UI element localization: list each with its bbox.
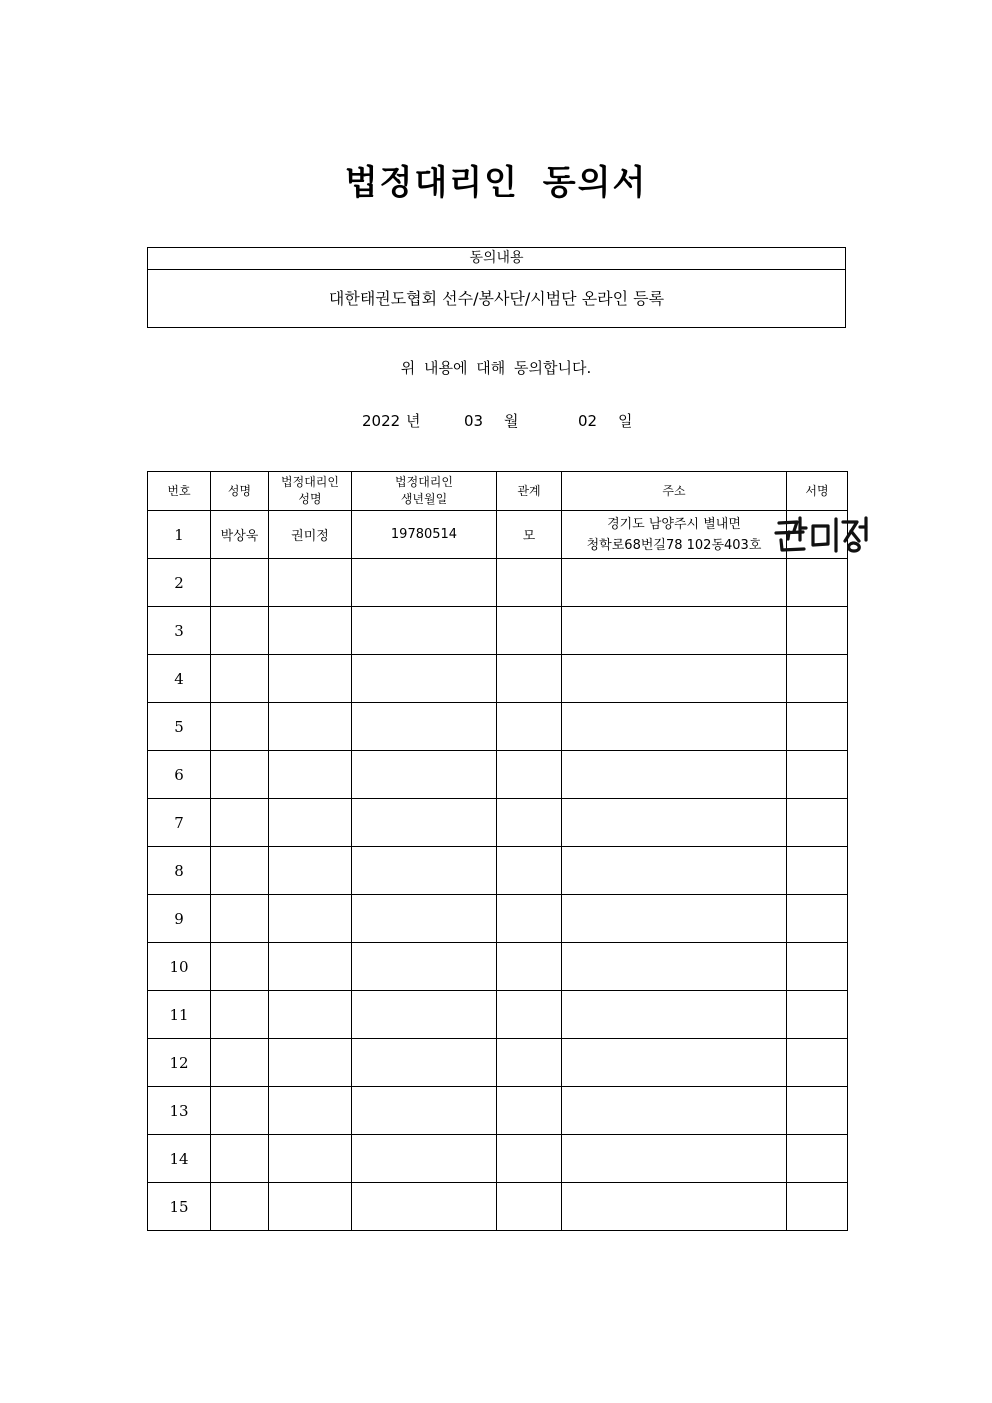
- cell-address: [562, 1039, 787, 1087]
- cell-no: 1: [148, 511, 211, 559]
- date-month: 03: [464, 412, 484, 430]
- cell-name: [211, 655, 269, 703]
- cell-guardian-birth: [352, 1183, 497, 1231]
- table-row: [148, 991, 848, 1039]
- header-name: 성명: [211, 472, 269, 511]
- cell-signature: [787, 703, 848, 751]
- cell-address: [562, 511, 787, 559]
- cell-address: [562, 559, 787, 607]
- cell-name: [211, 943, 269, 991]
- cell-relation: [497, 703, 562, 751]
- header-guardian-name-line1: 법정대리인: [281, 475, 339, 489]
- cell-address: [562, 943, 787, 991]
- cell-guardian-name: [269, 1087, 352, 1135]
- cell-name: [211, 895, 269, 943]
- address-line2: 청학로68번길78 102동403호: [586, 537, 762, 553]
- cell-guardian-birth: [352, 655, 497, 703]
- table-row: [148, 1135, 848, 1183]
- cell-name: [211, 703, 269, 751]
- cell-relation: [497, 991, 562, 1039]
- cell-signature: [787, 1039, 848, 1087]
- date-year-unit: 년: [406, 412, 421, 430]
- cell-name: 박상욱: [211, 511, 269, 559]
- table-row: [148, 607, 848, 655]
- cell-address: [562, 799, 787, 847]
- table-row: [148, 1087, 848, 1135]
- table-header-row: [148, 472, 848, 511]
- table-row: [148, 703, 848, 751]
- address-line1: 경기도 남양주시 별내면: [607, 516, 741, 532]
- cell-relation: [497, 1183, 562, 1231]
- consent-box-header: 동의내용: [148, 248, 845, 270]
- consent-content-box: [147, 247, 846, 328]
- cell-signature: [787, 847, 848, 895]
- cell-guardian-name: [269, 1039, 352, 1087]
- cell-address: [562, 1135, 787, 1183]
- header-guardian-name-line2: 성명: [298, 492, 322, 506]
- header-guardian-name: [269, 472, 352, 511]
- cell-guardian-birth: [352, 799, 497, 847]
- date-month-unit: 월: [504, 412, 519, 430]
- cell-signature: [787, 1135, 848, 1183]
- cell-guardian-birth: [352, 703, 497, 751]
- cell-relation: [497, 607, 562, 655]
- cell-address: [562, 1183, 787, 1231]
- header-relation: 관계: [497, 472, 562, 511]
- cell-relation: [497, 751, 562, 799]
- cell-guardian-name: [269, 607, 352, 655]
- header-no: 번호: [148, 472, 211, 511]
- cell-guardian-name: [269, 655, 352, 703]
- cell-address: [562, 991, 787, 1039]
- table-row: [148, 847, 848, 895]
- cell-no: 11: [148, 991, 211, 1039]
- cell-no: 10: [148, 943, 211, 991]
- cell-signature: [787, 943, 848, 991]
- cell-name: [211, 1039, 269, 1087]
- cell-signature: [787, 1183, 848, 1231]
- cell-signature: [787, 991, 848, 1039]
- cell-name: [211, 1183, 269, 1231]
- cell-no: 6: [148, 751, 211, 799]
- agreement-statement: 위 내용에 대해 동의합니다.: [400, 359, 592, 377]
- header-address: 주소: [562, 472, 787, 511]
- cell-address: [562, 1087, 787, 1135]
- cell-guardian-birth: [352, 559, 497, 607]
- header-guardian-birth: [352, 472, 497, 511]
- table-row: [148, 751, 848, 799]
- cell-guardian-birth: [352, 751, 497, 799]
- cell-name: [211, 1135, 269, 1183]
- cell-name: [211, 991, 269, 1039]
- handwritten-signature: [773, 513, 873, 555]
- table-row: [148, 799, 848, 847]
- cell-address: [562, 607, 787, 655]
- cell-relation: [497, 1087, 562, 1135]
- cell-signature: [787, 799, 848, 847]
- cell-no: 7: [148, 799, 211, 847]
- document-title: 법정대리인 동의서: [344, 163, 648, 203]
- table-row: [148, 1039, 848, 1087]
- cell-no: 9: [148, 895, 211, 943]
- cell-address: [562, 895, 787, 943]
- cell-no: 3: [148, 607, 211, 655]
- cell-guardian-name: [269, 1183, 352, 1231]
- cell-no: 12: [148, 1039, 211, 1087]
- cell-guardian-name: [269, 943, 352, 991]
- cell-guardian-name: [269, 847, 352, 895]
- date-day-unit: 일: [618, 412, 633, 430]
- cell-guardian-name: [269, 895, 352, 943]
- cell-name: [211, 1087, 269, 1135]
- table-row: [148, 1183, 848, 1231]
- table-row: [148, 655, 848, 703]
- cell-relation: [497, 655, 562, 703]
- date-year: 2022: [362, 412, 401, 430]
- cell-name: [211, 799, 269, 847]
- table-row: [148, 895, 848, 943]
- cell-guardian-birth: [352, 943, 497, 991]
- cell-guardian-name: [269, 799, 352, 847]
- cell-no: 8: [148, 847, 211, 895]
- cell-name: [211, 559, 269, 607]
- cell-relation: [497, 895, 562, 943]
- cell-relation: [497, 1039, 562, 1087]
- cell-guardian-birth: [352, 847, 497, 895]
- header-signature: 서명: [787, 472, 848, 511]
- date-line: [362, 410, 633, 431]
- cell-signature: [787, 559, 848, 607]
- cell-guardian-name: [269, 703, 352, 751]
- cell-name: [211, 847, 269, 895]
- cell-guardian-birth: [352, 607, 497, 655]
- header-guardian-birth-line1: 법정대리인: [395, 475, 453, 489]
- cell-signature: [787, 511, 848, 559]
- guardian-consent-table: [147, 471, 848, 1231]
- cell-no: 2: [148, 559, 211, 607]
- cell-no: 14: [148, 1135, 211, 1183]
- cell-guardian-name: [269, 991, 352, 1039]
- cell-signature: [787, 607, 848, 655]
- consent-box-content: 대한태권도협회 선수/봉사단/시범단 온라인 등록: [328, 289, 665, 308]
- table-row: [148, 559, 848, 607]
- cell-relation: [497, 847, 562, 895]
- cell-signature: [787, 895, 848, 943]
- cell-address: [562, 655, 787, 703]
- cell-guardian-name: [269, 751, 352, 799]
- cell-relation: [497, 1135, 562, 1183]
- cell-address: [562, 703, 787, 751]
- cell-name: [211, 607, 269, 655]
- cell-guardian-birth: 19780514: [352, 511, 497, 559]
- cell-signature: [787, 1087, 848, 1135]
- cell-guardian-birth: [352, 1135, 497, 1183]
- cell-no: 15: [148, 1183, 211, 1231]
- cell-relation: [497, 799, 562, 847]
- cell-no: 4: [148, 655, 211, 703]
- date-day: 02: [578, 412, 598, 430]
- cell-signature: [787, 751, 848, 799]
- cell-guardian-birth: [352, 1039, 497, 1087]
- cell-guardian-name: [269, 559, 352, 607]
- cell-no: 5: [148, 703, 211, 751]
- cell-relation: [497, 559, 562, 607]
- cell-guardian-birth: [352, 991, 497, 1039]
- table-row: [148, 943, 848, 991]
- table-row: [148, 511, 848, 559]
- header-guardian-birth-line2: 생년월일: [400, 492, 448, 506]
- cell-guardian-name: 권미정: [269, 511, 352, 559]
- cell-address: [562, 847, 787, 895]
- cell-guardian-birth: [352, 895, 497, 943]
- cell-no: 13: [148, 1087, 211, 1135]
- cell-guardian-name: [269, 1135, 352, 1183]
- cell-name: [211, 751, 269, 799]
- cell-relation: 모: [497, 511, 562, 559]
- cell-guardian-birth: [352, 1087, 497, 1135]
- cell-relation: [497, 943, 562, 991]
- cell-signature: [787, 655, 848, 703]
- cell-address: [562, 751, 787, 799]
